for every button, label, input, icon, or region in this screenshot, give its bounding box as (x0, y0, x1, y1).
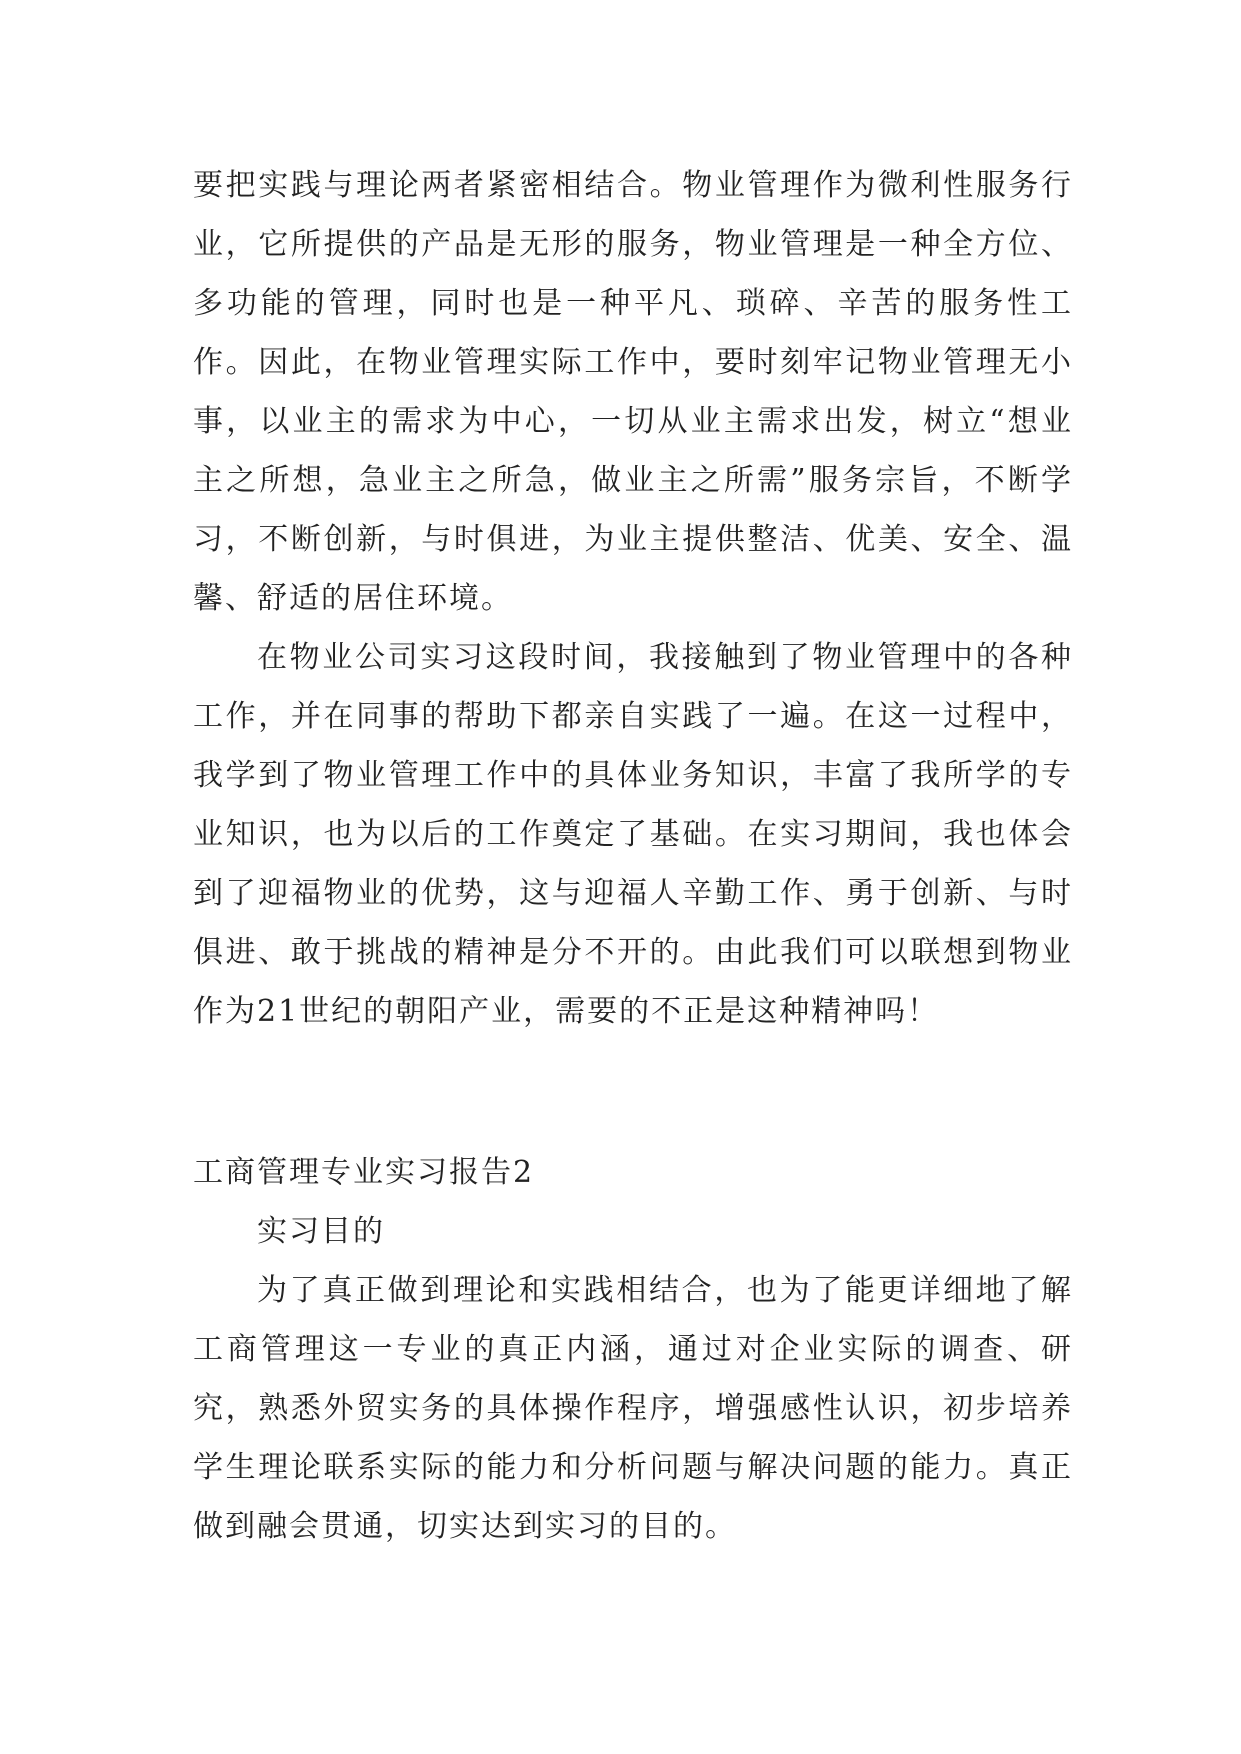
paragraph-internship-purpose: 为了真正做到理论和实践相结合，也为了能更详细地了解工商管理这一专业的真正内涵，通过对企业实际的调查、研究，熟悉外贸实务的具体操作程序，增强感性认识，初步培养学生理论联系实际的能力和分析问题与解决问题的能力。真正做到融会贯通，切实达到实习的目的。 (193, 1273, 1073, 1544)
report-title: 工商管理专业实习报告2 (193, 1155, 535, 1190)
paragraph-continuation: 要把实践与理论两者紧密相结合。物业管理作为微利性服务行业，它所提供的产品是无形的服务，物业管理是一种全方位、多功能的管理，同时也是一种平凡、琐碎、辛苦的服务性工作。因此，在物业管理实际工作中，要时刻牢记物业管理无小事，以业主的需求为中心，一切从业主需求出发，树立“想业主之所想，急业主之所急，做业主之所需”服务宗旨，不断学习，不断创新，与时俱进，为业主提供整洁、优美、安全、温馨、舒适的居住环境。 (193, 168, 1073, 616)
section-subtitle: 实习目的 (257, 1214, 385, 1249)
paragraph-internship-experience: 在物业公司实习这段时间，我接触到了物业管理中的各种工作，并在同事的帮助下都亲自实践了一遍。在这一过程中，我学到了物业管理工作中的具体业务知识，丰富了我所学的专业知识，也为以后的工作奠定了基础。在实习期间，我也体会到了迎福物业的优势，这与迎福人辛勤工作、勇于创新、与时俱进、敢于挑战的精神是分不开的。由此我们可以联想到物业作为21世纪的朝阳产业，需要的不正是这种精神吗！ (193, 640, 1073, 1029)
section-2 (193, 1143, 1073, 1556)
section-1 (193, 156, 1073, 1041)
